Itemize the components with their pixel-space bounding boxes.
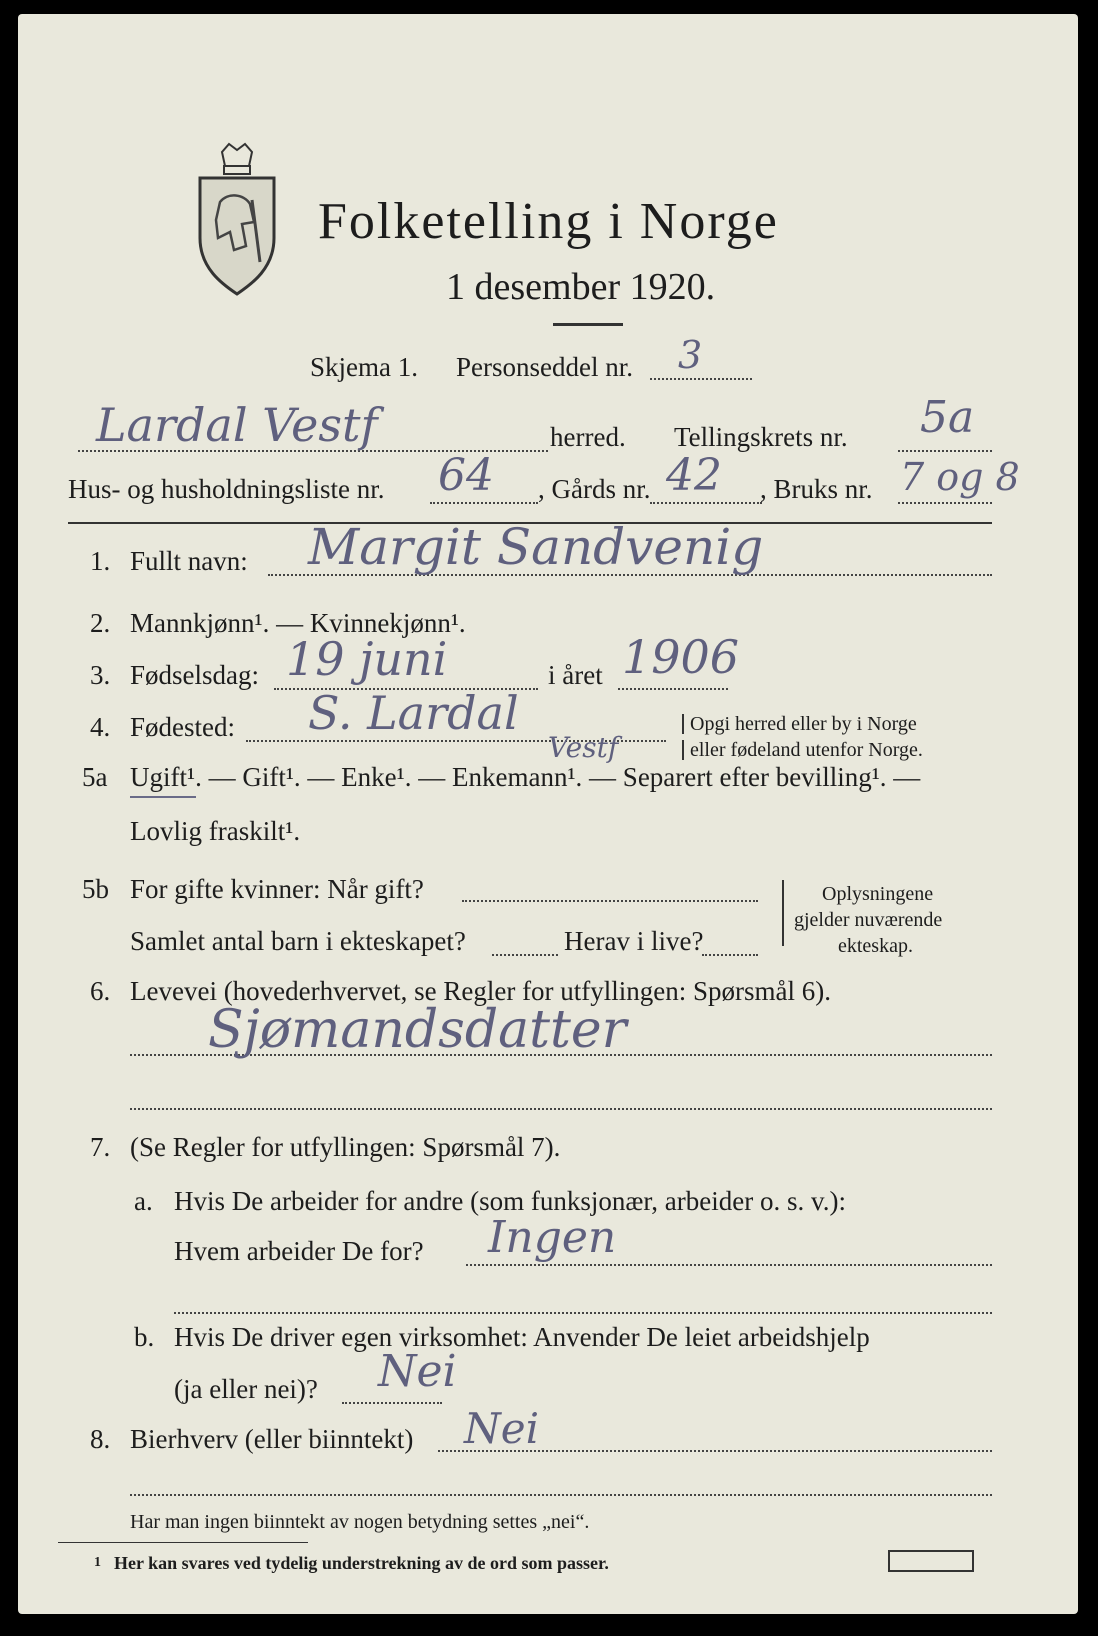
q4-note-1: Opgi herred eller by i Norge xyxy=(682,714,917,734)
bruks-label: , Bruks nr. xyxy=(760,474,873,504)
q5b-alive-line xyxy=(702,954,758,956)
q3-year-line xyxy=(618,688,728,690)
census-date: 1 desember 1920. xyxy=(446,266,716,308)
birthplace-value-2: Vestf xyxy=(548,731,619,764)
footnote-text: Her kan svares ved tydelig understrekning av de ord som passer. xyxy=(114,1553,609,1573)
footnote-divider xyxy=(58,1542,308,1543)
gards-label: , Gårds nr. xyxy=(538,474,651,504)
q5b-brace xyxy=(782,880,784,946)
q7a-line-2 xyxy=(174,1312,992,1314)
husliste-label: Hus- og husholdningsliste nr. xyxy=(68,474,385,504)
q5b-note-2: gjelder nuværende xyxy=(794,909,943,931)
personseddel-value: 3 xyxy=(678,333,703,377)
q5b-children-line xyxy=(492,954,558,956)
bruks-value: 7 og 8 xyxy=(900,455,1020,499)
q7b-label-2: (ja eller nei)? xyxy=(174,1374,318,1404)
birthdate-value: 19 juni xyxy=(286,632,448,686)
gards-value: 42 xyxy=(666,450,722,501)
q7a-line xyxy=(466,1264,992,1266)
q7b-number: b. xyxy=(134,1322,155,1352)
tellingskrets-line xyxy=(898,450,992,452)
q7a-number: a. xyxy=(134,1186,153,1216)
birthplace-value: S. Lardal xyxy=(308,686,519,740)
schema-label: Skjema 1. xyxy=(310,352,418,382)
side-income-value: Nei xyxy=(464,1404,540,1453)
q5b-label: For gifte kvinner: Når gift? xyxy=(130,874,424,904)
q8-line-2 xyxy=(130,1494,992,1496)
q5a-label-2: Lovlig fraskilt¹. xyxy=(130,816,301,846)
q1-number: 1. xyxy=(90,546,111,576)
personseddel-label: Personseddel nr. xyxy=(456,352,633,382)
q7-label: (Se Regler for utfyllingen: Spørsmål 7). xyxy=(130,1132,561,1162)
q1-label: Fullt navn: xyxy=(130,546,248,576)
birth-year-value: 1906 xyxy=(622,630,740,684)
q7-number: 7. xyxy=(90,1132,111,1162)
employer-value: Ingen xyxy=(488,1212,617,1263)
q7a-label: Hvis De arbeider for andre (som funksjonær, arbeider o. s. v.): xyxy=(174,1186,846,1216)
husliste-value: 64 xyxy=(438,450,494,501)
husliste-line xyxy=(430,502,538,504)
full-name-value: Margit Sandvenig xyxy=(308,518,764,576)
q3-label: Fødselsdag: xyxy=(130,660,260,690)
footnote-number: 1 xyxy=(94,1555,101,1570)
q5b-note-1: Oplysningene xyxy=(822,883,934,905)
q3-number: 3. xyxy=(90,660,111,690)
q5b-line xyxy=(462,900,758,902)
hired-help-value: Nei xyxy=(378,1346,457,1397)
herred-value: Lardal Vestf xyxy=(96,398,378,452)
q8-label: Bierhverv (eller biinntekt) xyxy=(130,1424,414,1454)
q4-note-2: eller fødeland utenfor Norge. xyxy=(682,740,923,760)
tellingskrets-value: 5a xyxy=(920,392,975,443)
q5a-label: Ugift¹. — Gift¹. — Enke¹. — Enkemann¹. — Separert efter bevilling¹. — xyxy=(130,762,921,792)
q8-number: 8. xyxy=(90,1424,111,1454)
q6-label: Levevei (hovederhvervet, se Regler for utfyllingen: Spørsmål 6). xyxy=(130,976,832,1006)
personseddel-line xyxy=(650,378,752,380)
q3-year-label: i året xyxy=(548,660,603,690)
nei-note: Har man ingen biinntekt av nogen betydning settes „nei“. xyxy=(130,1511,590,1533)
printer-stamp-icon xyxy=(888,1550,974,1572)
q7a-label-2: Hvem arbeider De for? xyxy=(174,1236,424,1266)
form-page xyxy=(18,14,1078,1614)
title-divider xyxy=(553,323,623,326)
q4-number: 4. xyxy=(90,712,111,742)
q5b-label-2: Samlet antal barn i ekteskapet? xyxy=(130,926,466,956)
q6-line-2 xyxy=(130,1108,992,1110)
q2-label: Mannkjønn¹. — Kvinnekjønn¹. xyxy=(130,608,466,638)
norway-coat-of-arms-icon xyxy=(194,142,280,296)
q7b-label: Hvis De driver egen virksomhet: Anvender De leiet arbeidshjelp xyxy=(174,1322,870,1352)
q5b-label-3: Herav i live? xyxy=(564,926,704,956)
q4-label: Fødested: xyxy=(130,712,235,742)
q5a-number: 5a xyxy=(82,762,108,792)
q2-number: 2. xyxy=(90,608,111,638)
q5b-number: 5b xyxy=(82,874,109,904)
herred-label: herred. xyxy=(550,422,626,452)
q5b-note-3: ekteskap. xyxy=(838,935,913,957)
q7b-line xyxy=(342,1402,442,1404)
bruks-line xyxy=(898,502,992,504)
tellingskrets-label: Tellingskrets nr. xyxy=(674,422,848,452)
q6-number: 6. xyxy=(90,976,111,1006)
occupation-value: Sjømandsdatter xyxy=(208,1000,627,1060)
ugift-underline xyxy=(130,796,196,798)
form-title: Folketelling i Norge xyxy=(318,193,779,250)
gards-line xyxy=(650,502,762,504)
